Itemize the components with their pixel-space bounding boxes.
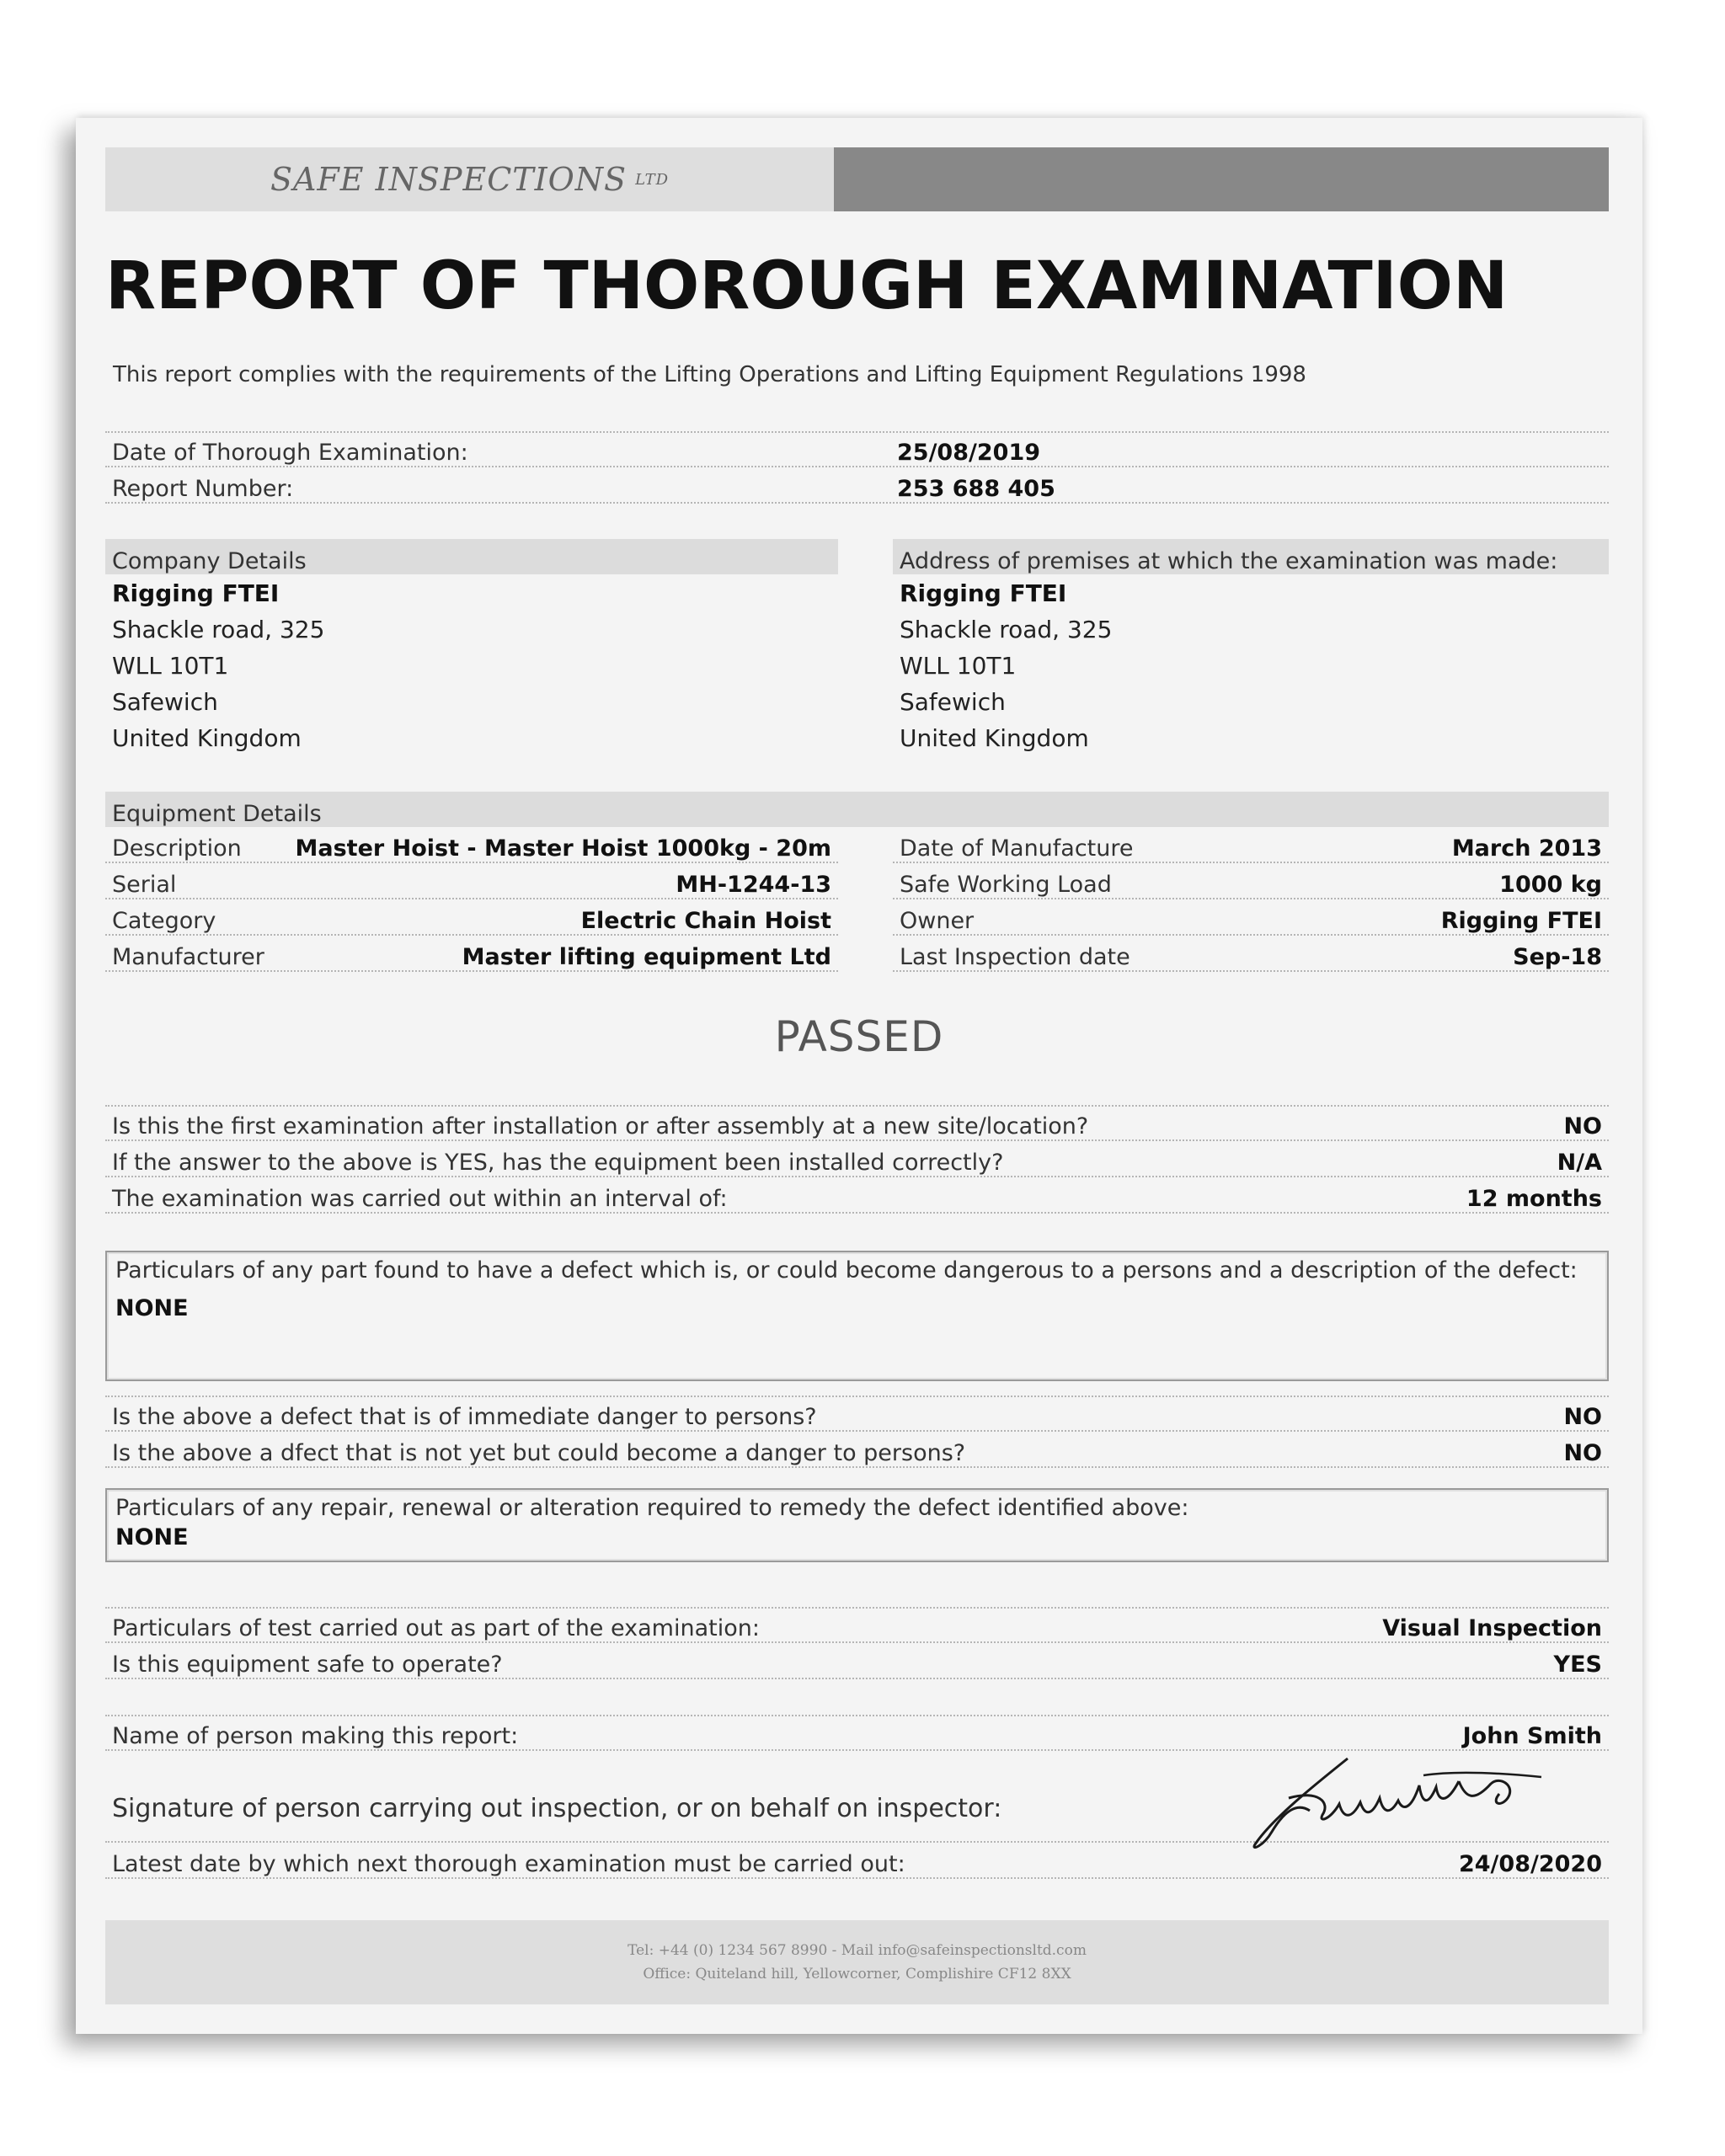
company-logo: [105, 147, 834, 211]
equipment-label: Manufacturer: [112, 944, 264, 970]
report-number-row: [105, 467, 1609, 504]
test-value: YES: [1553, 1652, 1602, 1678]
signature-label: Signature of person carrying out inspection, or on behalf on inspector:: [112, 1794, 1002, 1823]
question-label: The examination was carried out within an interval of:: [112, 1186, 728, 1212]
inspector-name-row: [105, 1715, 1609, 1751]
danger-label: Is the above a dfect that is not yet but could become a danger to persons?: [112, 1440, 966, 1466]
question-label: Is this the first examination after installation or after assembly at a new site/location?: [112, 1113, 1089, 1139]
report-number-label: Report Number:: [112, 476, 294, 502]
company-suffix: LTD: [635, 170, 670, 189]
equipment-value: Master lifting equipment Ltd: [462, 944, 831, 970]
danger-value: NO: [1563, 1404, 1602, 1430]
danger-row: [105, 1396, 1609, 1432]
question-value: NO: [1563, 1113, 1602, 1139]
premises-line-4: Safewich: [900, 688, 1006, 716]
premises-line-2: Shackle road, 325: [900, 616, 1113, 643]
equipment-value: Electric Chain Hoist: [580, 908, 831, 934]
equipment-right-row: [893, 936, 1609, 972]
equipment-left-row: [105, 827, 838, 863]
premises-line-1: Rigging FTEI: [900, 579, 1067, 607]
premises-heading: [893, 539, 1609, 574]
equipment-label: Owner: [900, 908, 975, 934]
company-line-3: WLL 10T1: [112, 652, 229, 680]
next-exam-label: Latest date by which next thorough examination must be carried out:: [112, 1851, 905, 1877]
next-exam-row: [105, 1843, 1609, 1879]
company-details-label: Company Details: [112, 548, 307, 574]
report-number-value: 253 688 405: [897, 476, 1055, 502]
equipment-left-row: [105, 863, 838, 899]
test-row: [105, 1643, 1609, 1679]
equipment-label: Category: [112, 908, 216, 934]
header-band: [105, 147, 1609, 211]
equipment-label: Serial: [112, 872, 177, 898]
equipment-value: March 2013: [1451, 835, 1602, 862]
equipment-label: Date of Manufacture: [900, 835, 1134, 862]
page-title: REPORT OF THOROUGH EXAMINATION: [105, 248, 1509, 324]
defect-value: NONE: [115, 1295, 189, 1321]
equipment-right-row: [893, 863, 1609, 899]
repair-value: NONE: [115, 1524, 189, 1550]
danger-value: NO: [1563, 1440, 1602, 1466]
equipment-right-row: [893, 827, 1609, 863]
next-exam-value: 24/08/2020: [1458, 1851, 1602, 1877]
test-value: Visual Inspection: [1382, 1615, 1602, 1641]
test-label: Is this equipment safe to operate?: [112, 1652, 503, 1678]
equipment-label: Safe Working Load: [900, 872, 1112, 898]
question-row: [105, 1177, 1609, 1214]
premises-line-3: WLL 10T1: [900, 652, 1017, 680]
repair-label: Particulars of any repair, renewal or alteration required to remedy the defect identified above:: [115, 1495, 1189, 1521]
equipment-left-row: [105, 936, 838, 972]
equipment-label: Description: [112, 835, 242, 862]
company-line-1: Rigging FTEI: [112, 579, 280, 607]
equipment-right-row: [893, 899, 1609, 936]
defect-label: Particulars of any part found to have a defect which is, or could become dangerous to a persons and a description of the defect:: [115, 1257, 1578, 1283]
company-line-5: United Kingdom: [112, 724, 302, 752]
test-label: Particulars of test carried out as part of the examination:: [112, 1615, 760, 1641]
question-value: N/A: [1557, 1150, 1602, 1176]
signature-row: [105, 1758, 1609, 1843]
report-sheet: [76, 118, 1642, 2034]
equipment-value: 1000 kg: [1499, 872, 1602, 898]
header-bar: [834, 147, 1609, 211]
premises-line-5: United Kingdom: [900, 724, 1089, 752]
company-details-heading: [105, 539, 838, 574]
footer: [105, 1920, 1609, 2004]
company-line-4: Safewich: [112, 688, 218, 716]
danger-row: [105, 1432, 1609, 1468]
equipment-heading-label: Equipment Details: [112, 801, 322, 827]
company-name: SAFE INSPECTIONS: [270, 161, 628, 198]
exam-date-value: 25/08/2019: [897, 440, 1041, 466]
repair-box: [105, 1488, 1609, 1562]
compliance-note: This report complies with the requirements of the Lifting Operations and Lifting Equipment Regulations 1998: [113, 362, 1306, 387]
inspector-name-value: John Smith: [1462, 1723, 1602, 1749]
danger-label: Is the above a defect that is of immediate danger to persons?: [112, 1404, 817, 1430]
equipment-value: Sep-18: [1513, 944, 1602, 970]
equipment-left-row: [105, 899, 838, 936]
exam-date-label: Date of Thorough Examination:: [112, 440, 468, 466]
question-value: 12 months: [1466, 1186, 1602, 1212]
equipment-value: Master Hoist - Master Hoist 1000kg - 20m: [295, 835, 831, 862]
question-row: [105, 1105, 1609, 1141]
equipment-label: Last Inspection date: [900, 944, 1130, 970]
inspector-name-label: Name of person making this report:: [112, 1723, 519, 1749]
footer-contact: Tel: +44 (0) 1234 567 8990 - Mail info@safeinspectionsltd.com: [628, 1942, 1087, 1959]
test-row: [105, 1607, 1609, 1643]
equipment-value: MH-1244-13: [676, 872, 831, 898]
exam-date-row: [105, 431, 1609, 467]
question-label: If the answer to the above is YES, has the equipment been installed correctly?: [112, 1150, 1004, 1176]
footer-address: Office: Quiteland hill, Yellowcorner, Complishire CF12 8XX: [643, 1966, 1071, 1983]
signature-image: [1238, 1752, 1575, 1853]
premises-label: Address of premises at which the examination was made:: [900, 548, 1558, 574]
equipment-heading: [105, 792, 1609, 827]
question-row: [105, 1141, 1609, 1177]
company-line-2: Shackle road, 325: [112, 616, 325, 643]
equipment-value: Rigging FTEI: [1440, 908, 1602, 934]
result-status: PASSED: [774, 1012, 944, 1061]
defect-box: [105, 1251, 1609, 1381]
